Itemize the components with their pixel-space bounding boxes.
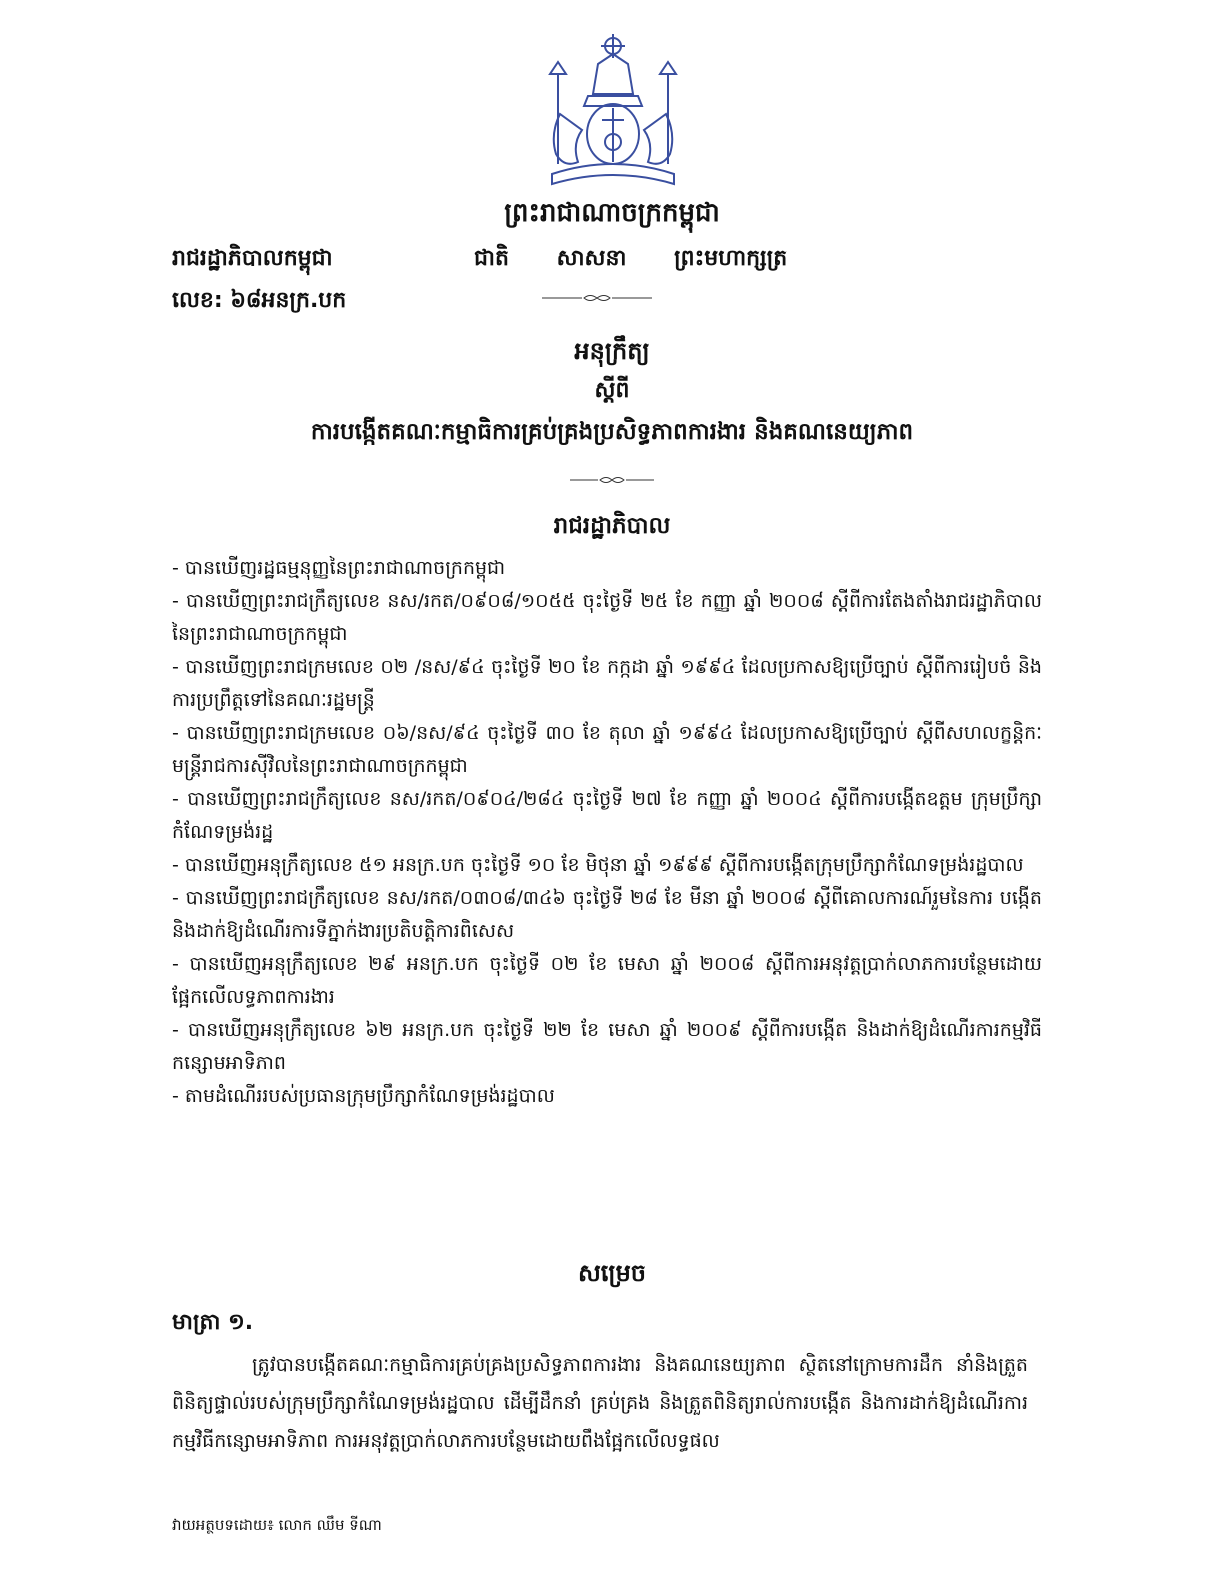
document-subject: ការបង្កើតគណៈកម្មាធិការគ្រប់គ្រងប្រសិទ្ធភាពការងារ និងគណនេយ្យភាព: [310, 419, 914, 445]
preamble-item: - បានឃើញព្រះរាជក្រមលេខ ០២ /នស/៩៤ ចុះថ្ងៃទី ២០ ខែ កក្កដា ឆ្នាំ ១៩៩៤ ដែលប្រកាសឱ្យប្រើច្បាប់ ស្តីពីការរៀបចំ និងការប្រព្រឹត្តទៅនៃគណៈរដ្ឋមន្ត្រី: [172, 656, 1042, 711]
preamble-item: - បានឃើញអនុក្រឹត្យលេខ ៥១ អនក្រ.បក ចុះថ្ងៃទី ១០ ខែ មិថុនា ឆ្នាំ ១៩៩៩ ស្តីពីការបង្កើតក្រុមប្រឹក្សាកំណែទម្រង់រដ្ឋបាល: [172, 854, 1024, 876]
preamble-item: - បានឃើញអនុក្រឹត្យលេខ ៦២ អនក្រ.បក ចុះថ្ងៃទី ២២ ខែ មេសា ឆ្នាំ ២០០៩ ស្តីពីការបង្កើត និងដាក់ឱ្យដំណើរការកម្មវិធី កន្សោមអាទិភាព: [172, 1019, 1042, 1074]
preamble-heading: រាជរដ្ឋាភិបាល: [553, 513, 671, 539]
decision-heading: សម្រេច: [577, 1259, 647, 1287]
preamble-item: - បានឃើញព្រះរាជក្រឹត្យលេខ នស/រកត/០៩០៤/២៨៤ ចុះថ្ងៃទី ២៧ ខែ កញ្ញា ឆ្នាំ ២០០៤ ស្តីពីការបង្កើតឧត្តម ក្រុមប្រឹក្សាកំណែទម្រង់រដ្ឋ: [172, 788, 1042, 843]
motto-nation: ជាតិ: [474, 246, 509, 271]
article-label: មាត្រា ១.: [172, 1310, 254, 1335]
national-motto: [474, 244, 827, 276]
kingdom-title: ព្រះរាជាណាចក្រកម្ពុជា: [504, 198, 720, 228]
document-type: អនុក្រឹត្យ: [574, 337, 650, 365]
typist-credit: វាយអត្ថបទដោយ៖ លោក ឈឹម ទីណា: [172, 1516, 382, 1534]
royal-coat-of-arms-icon: [538, 34, 688, 192]
preamble-item: - បានឃើញព្រះរាជក្រឹត្យលេខ នស/រកត/០៩០៨/១០៥៥ ចុះថ្ងៃទី ២៥ ខែ កញ្ញា ឆ្នាំ ២០០៨ ស្តីពីការតែងតាំងរាជរដ្ឋាភិបាល នៃព្រះរាជាណាចក្រកម្ពុជា: [172, 590, 1042, 645]
government-name: រាជរដ្ឋាភិបាលកម្ពុជា: [172, 246, 333, 271]
preamble-item: - បានឃើញព្រះរាជក្រឹត្យលេខ នស/រកត/០៣០៨/៣៤៦ ចុះថ្ងៃទី ២៨ ខែ មីនា ឆ្នាំ ២០០៨ ស្តីពីគោលការណ៍រួមនៃការ បង្កើត និងដាក់ឱ្យដំណើរការទីភ្នាក់ងារប្រតិបត្តិការពិសេស: [172, 887, 1042, 942]
preamble-item: - បានឃើញព្រះរាជក្រមលេខ ០៦/នស/៩៤ ចុះថ្ងៃទី ៣០ ខែ តុលា ឆ្នាំ ១៩៩៤ ដែលប្រកាសឱ្យប្រើច្បាប់ ស្តីពីសហលក្ខន្តិកៈ មន្ត្រីរាជការស៊ីវិលនៃព្រះរាជាណាចក្រកម្ពុជា: [172, 722, 1042, 777]
preamble-item: - បានឃើញអនុក្រឹត្យលេខ ២៩ អនក្រ.បក ចុះថ្ងៃទី ០២ ខែ មេសា ឆ្នាំ ២០០៨ ស្តីពីការអនុវត្តប្រាក់លាភការបន្ថែមដោយ ផ្អែកលើលទ្ធភាពការងារ: [172, 953, 1042, 1008]
ornament-divider-icon: [542, 292, 652, 304]
motto-religion: សាសនា: [556, 246, 627, 271]
decree-number: លេខ: ៦៨អនក្រ.បក: [172, 288, 347, 313]
motto-king: ព្រះមហាក្សត្រ: [674, 246, 788, 271]
preamble-item: - បានឃើញរដ្ឋធម្មនុញ្ញនៃព្រះរាជាណាចក្រកម្ពុជា: [172, 557, 506, 579]
article-body: ត្រូវបានបង្កើតគណៈកម្មាធិការគ្រប់គ្រងប្រសិទ្ធភាពការងារ និងគណនេយ្យភាព ស្ថិតនៅក្រោមការដឹក នាំនិងត្រួតពិនិត្យផ្ទាល់របស់ក្រុមប្រឹក្សាកំណែទម្រង់រដ្ឋបាល ដើម្បីដឹកនាំ គ្រប់គ្រង និងត្រួតពិនិត្យរាល់ការបង្កើត និងការដាក់ឱ្យដំណើរការកម្មវិធីកន្សោមអាទិភាព ការអនុវត្តប្រាក់លាភការបន្ថែមដោយពឹងផ្អែកលើលទ្ធផល: [172, 1354, 1028, 1452]
ornament-divider-icon: [570, 474, 654, 486]
preamble-item: - តាមដំណើររបស់ប្រធានក្រុមប្រឹក្សាកំណែទម្រង់រដ្ឋបាល: [172, 1085, 555, 1107]
preamble-list: [172, 552, 1042, 1113]
document-about: ស្តីពី: [594, 378, 630, 403]
